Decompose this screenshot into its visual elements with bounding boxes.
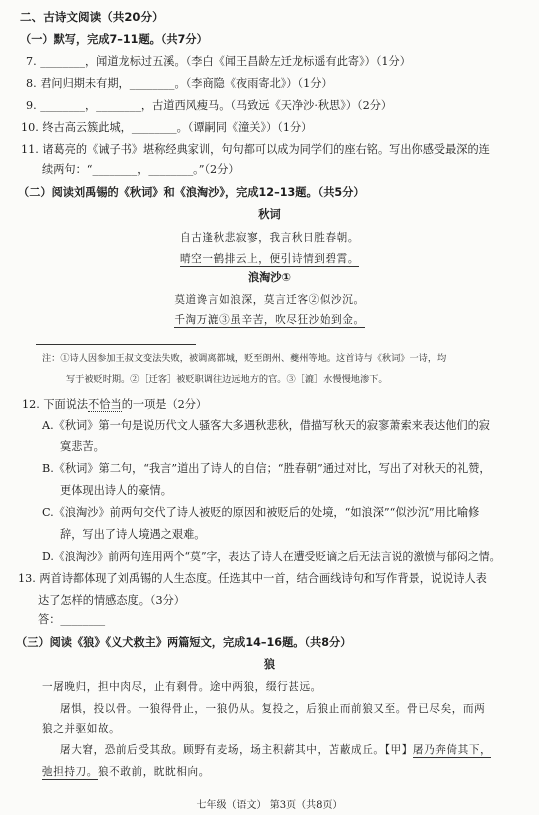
option-c-line2: 辞，写出了诗人境遇之艰难。 [60, 528, 206, 541]
wolf-paragraph2-line2: 狼之并驱如故。 [42, 723, 121, 735]
poem1-line2-underlined: 晴空一鹤排云上，便引诗情到碧霄。 [179, 253, 360, 265]
question-8: 8. 君问归期未有期，________。（李商隐《夜雨寄北》）（1分） [26, 77, 333, 90]
wolf-underlined-b: 弛担持刀。 [42, 766, 98, 778]
option-a-line2: 寞悲苦。 [60, 440, 105, 453]
question-9: 9. ________，________，古道西风瘦马。（马致远《天净沙·秋思》）（2分） [26, 99, 393, 112]
question-7: 7. ________，闻道龙标过五溪。（李白《闻王昌龄左迁龙标遥有此寄》）（1分） [26, 55, 411, 68]
option-d: D.《浪淘沙》前两句连用两个“莫”字，表达了诗人在遭受贬谪之后无法言说的激愤与郁闷之情。 [42, 550, 501, 563]
emphasis-not-appropriate: 不恰当 [88, 398, 122, 411]
note-line1: 注：①诗人因参加王叔文变法失败，被调离都城，贬至朗州、夔州等地。这首诗与《秋词》一诗，均 [42, 353, 447, 364]
part2-header: （二）阅读刘禹锡的《秋词》和《浪淘沙》，完成12–13题。（共5分） [18, 186, 365, 199]
poem1-line1: 自古逢秋悲寂寥，我言秋日胜春朝。 [179, 232, 360, 244]
poem2-line2-underlined: 千淘万漉③虽辛苦，吹尽狂沙始到金。 [174, 314, 365, 326]
option-b-line2: 更体现出诗人的豪情。 [60, 484, 172, 497]
poem2-title: 浪淘沙① [247, 271, 292, 284]
question-13-line2: 达了怎样的情感态度。（3分） [38, 594, 185, 607]
text-title-wolf: 狼 [263, 658, 276, 671]
option-a-line1: A.《秋词》第一句是说历代文人骚客大多遇秋悲秋，借描写秋天的寂寥萧索来表达他们的寂 [42, 419, 490, 432]
question-11-line2: 续两句：“________，________。”（2分） [42, 163, 240, 176]
poem1-title: 秋词 [258, 208, 281, 221]
question-10: 10. 终古高云簇此城，________。（谭嗣同《潼关》）（1分） [21, 121, 313, 134]
page-footer: 七年级（语文） 第3页（共8页） [196, 800, 343, 811]
part3-header: （三）阅读《狼》《义犬救主》两篇短文，完成14–16题。（共8分） [16, 636, 352, 649]
wolf-paragraph3-line1: 屠大窘，恐前后受其敌。顾野有麦场，场主积薪其中，苫蔽成丘。【甲】屠乃奔倚其下， [60, 744, 492, 756]
option-c-line1: C.《浪淘沙》前两句交代了诗人被贬的原因和被贬后的处境，“如浪深”“似沙沉”用比喻修 [42, 506, 480, 519]
poem2-line1: 莫道谗言如浪深，莫言迁客②似沙沉。 [174, 294, 365, 306]
option-b-line1: B.《秋词》第二句，“我言”道出了诗人的自信；“胜春朝”通过对比，写出了对秋天的礼赞， [42, 462, 491, 475]
wolf-paragraph1: 一屠晚归，担中肉尽，止有剩骨。途中两狼，缀行甚远。 [42, 681, 322, 693]
note-divider [36, 344, 196, 345]
note-line2: 写于被贬时期。②［迁客］被贬职调往边远地方的官。③［漉］水慢慢地渗下。 [66, 374, 388, 385]
wolf-paragraph3-line2: 弛担持刀。狼不敢前，眈眈相向。 [42, 766, 210, 778]
section-title: 二、古诗文阅读（共20分） [20, 10, 164, 24]
question-11-line1: 11. 诸葛亮的《诫子书》堪称经典家训，句句都可以成为同学们的座右铭。写出你感受最深的连 [21, 143, 490, 156]
question-12: 12. 下面说法不恰当的一项是（2分） [22, 398, 208, 411]
wolf-paragraph2-line1: 屠惧，投以骨。一狼得骨止，一狼仍从。复投之，后狼止而前狼又至。骨已尽矣，而两 [60, 703, 486, 715]
question-13-line1: 13. 两首诗都体现了刘禹锡的人生态度。任选其中一首，结合画线诗句和写作背景，说说诗人表 [18, 572, 487, 585]
answer-line: 答：________ [38, 613, 106, 626]
wolf-underlined-a: 屠乃奔倚其下， [412, 744, 492, 756]
part1-header: （一）默写，完成7–11题。（共7分） [20, 33, 208, 46]
